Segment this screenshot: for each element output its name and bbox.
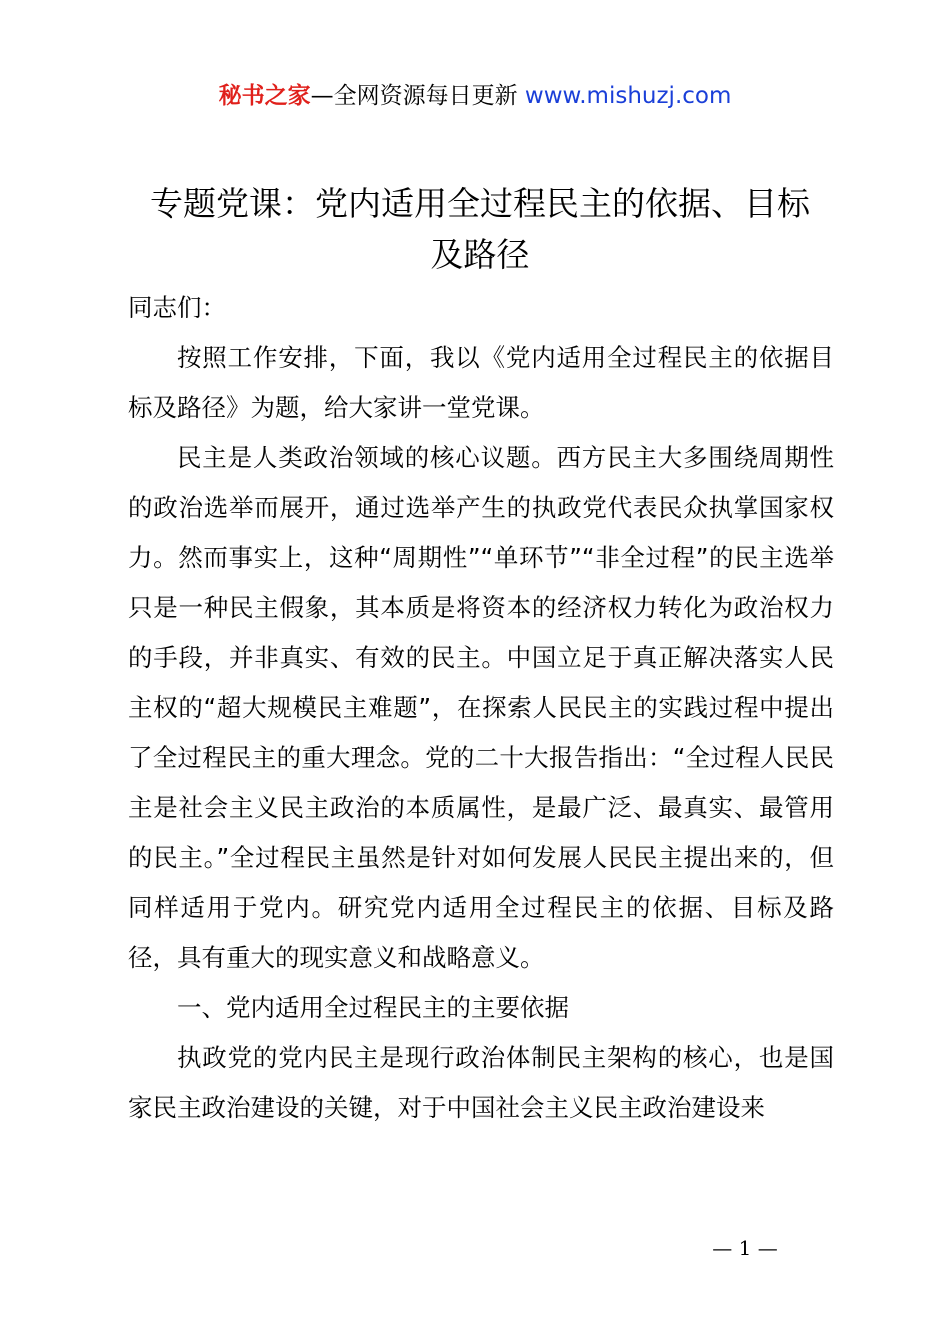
page-number: — 1 — — [712, 1236, 778, 1260]
brand-name: 秘书之家 — [218, 83, 311, 109]
paragraph-intro: 按照工作安排，下面，我以《党内适用全过程民主的依据目标及路径》为题，给大家讲一堂党课。 — [128, 343, 834, 422]
salutation: 同志们： — [128, 293, 226, 322]
section-heading-1: 一、党内适用全过程民主的主要依据 — [177, 993, 569, 1022]
document-body — [128, 283, 834, 1133]
site-header — [0, 80, 950, 112]
title-line-1: 专题党课：党内适用全过程民主的依据、目标 — [150, 184, 810, 223]
title-line-2: 及路径 — [430, 235, 530, 274]
header-tagline: 全网资源每日更新 — [333, 83, 518, 109]
paragraph-party-democracy: 执政党的党内民主是现行政治体制民主架构的核心，也是国家民主政治建设的关键，对于中国社会主义民主政治建设来 — [128, 1043, 834, 1122]
header-separator: — — [310, 83, 334, 109]
document-title — [120, 178, 840, 280]
site-url-link[interactable]: www.mishuzj.com — [524, 83, 732, 109]
paragraph-democracy: 民主是人类政治领域的核心议题。西方民主大多围绕周期性的政治选举而展开，通过选举产生的执政党代表民众执掌国家权力。然而事实上，这种“周期性”“单环节”“非全过程”的民主选举只是一种民主假象，其本质是将资本的经济权力转化为政治权力的手段，并非真实、有效的民主。中国立足于真正解决落实人民主权的“超大规模民主难题”，在探索人民民主的实践过程中提出了全过程民主的重大理念。党的二十大报告指出：“全过程人民民主是社会主义民主政治的本质属性，是最广泛、最真实、最管用的民主。”全过程民主虽然是针对如何发展人民民主提出来的，但同样适用于党内。研究党内适用全过程民主的依据、目标及路径，具有重大的现实意义和战略意义。 — [128, 443, 834, 972]
